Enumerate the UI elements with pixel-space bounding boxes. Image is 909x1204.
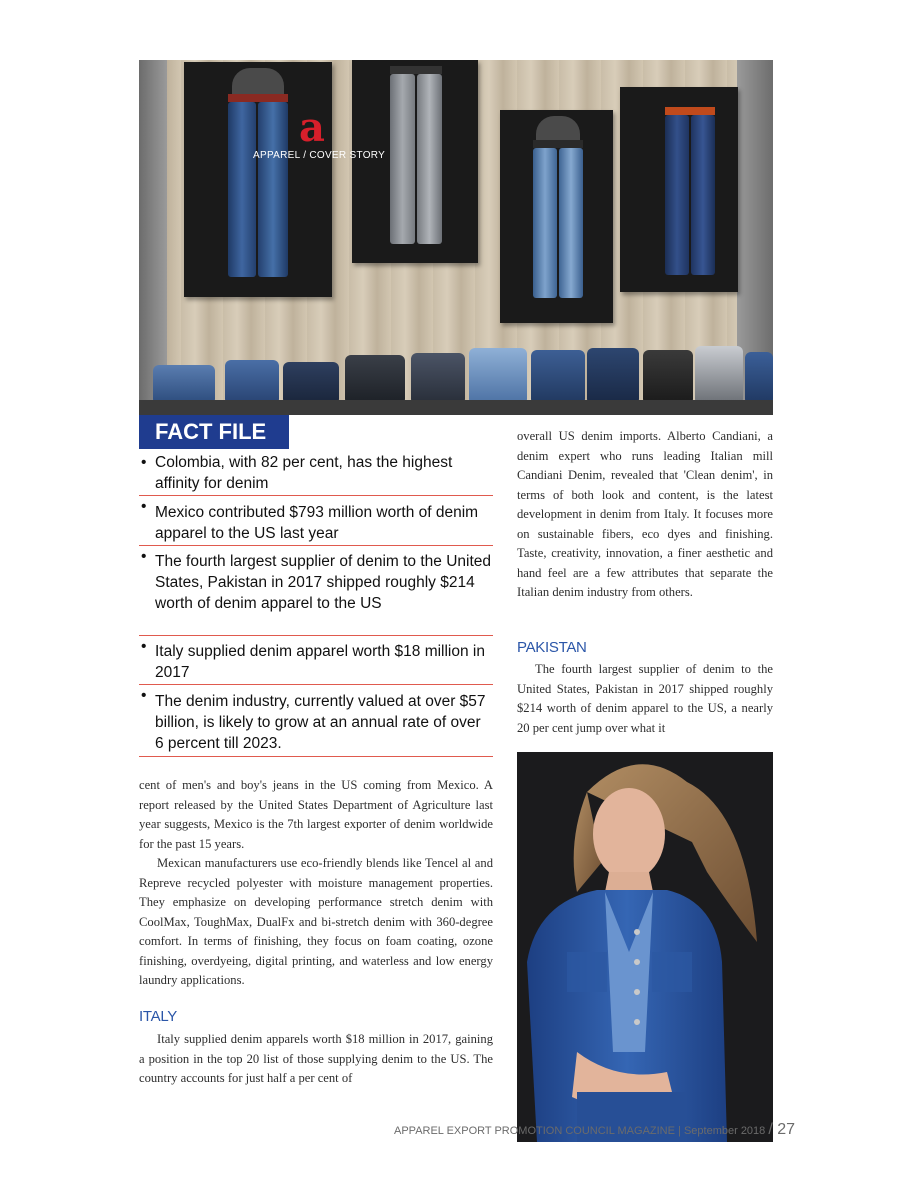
magazine-logo: a (299, 104, 325, 151)
jeans-panel-2 (352, 60, 478, 263)
fact-item: • Italy supplied denim apparel worth $18 million in 2017 (139, 636, 493, 685)
right-column-pakistan (517, 660, 773, 738)
heading-pakistan: PAKISTAN (517, 639, 587, 656)
fact-item: • Mexico contributed $793 million worth of denim apparel to the US last year (139, 496, 493, 546)
section-label: APPAREL / COVER STORY (253, 150, 386, 161)
body-paragraph: cent of men's and boy's jeans in the US coming from Mexico. A report released by the United States Department of Agriculture last year suggests, Mexico is the 7th largest exporter of denim worldwide for the past 15 years. (139, 778, 493, 851)
page-footer (394, 1121, 796, 1139)
footer-separator: | (678, 1125, 684, 1137)
heading-italy: ITALY (139, 1008, 177, 1025)
fact-item: • Colombia, with 82 per cent, has the highest affinity for denim (139, 452, 493, 496)
footer-date: September 2018 (683, 1125, 766, 1137)
right-column (517, 427, 773, 603)
fact-item: • The denim industry, currently valued at over $57 billion, is likely to grow at an annual rate of over 6 percent till 2023. (139, 685, 493, 757)
jeans-panel-1 (184, 62, 332, 297)
photo-wall-left (139, 60, 167, 415)
jeans-panel-4 (620, 87, 738, 292)
body-paragraph: overall US denim imports. Alberto Candiani, a denim expert who runs leading Italian mill Candiani Denim, revealed that 'Clean denim', in terms of both look and content, is the latest development in denim from Italy. It focuses more on sustainable fibers, eco dyes and finishing. Taste, creativity, innovation, a finer aesthetic and hand feel are a few attributes that separate the Italian denim industry from others. (517, 429, 773, 599)
body-paragraph: The fourth largest supplier of denim to the United States, Pakistan in 2017 shipped roughly $214 worth of denim apparel to the US, a nearly 20 per cent jump over what it (517, 662, 773, 735)
jeans-display-photo (139, 60, 773, 415)
fact-item: • The fourth largest supplier of denim to the United States, Pakistan in 2017 shipped roughly $214 worth of denim apparel to the US (139, 546, 493, 636)
fact-file-title: FACT FILE (139, 415, 289, 449)
body-paragraph: Mexican manufacturers use eco-friendly blends like Tencel al and Repreve recycled polyester with moisture management properties. They emphasize on developing performance stretch denim with CoolMax, ToughMax, DualFx and bi-stretch denim with 360-degree comfort. In terms of finishing, they focus on foam coating, ozone finishing, overdyeing, digital printing, and waterless and low energy laundry applications. (139, 856, 493, 987)
jeans-panel-3 (500, 110, 613, 323)
footer-magazine: APPAREL EXPORT PROMOTION COUNCIL MAGAZINE (394, 1125, 675, 1137)
body-paragraph: Italy supplied denim apparels worth $18 million in 2017, gaining a position in the top 20 list of those supplying denim to the US. The country accounts for just half a per cent of (139, 1032, 493, 1085)
fact-file-list (139, 452, 493, 757)
footer-slash: / (768, 1121, 778, 1138)
left-column (139, 776, 493, 991)
denim-jacket-illustration (517, 752, 773, 1142)
page-number: 27 (777, 1121, 796, 1138)
shelf (139, 400, 773, 415)
denim-jacket-photo (517, 752, 773, 1142)
left-column-italy (139, 1030, 493, 1089)
